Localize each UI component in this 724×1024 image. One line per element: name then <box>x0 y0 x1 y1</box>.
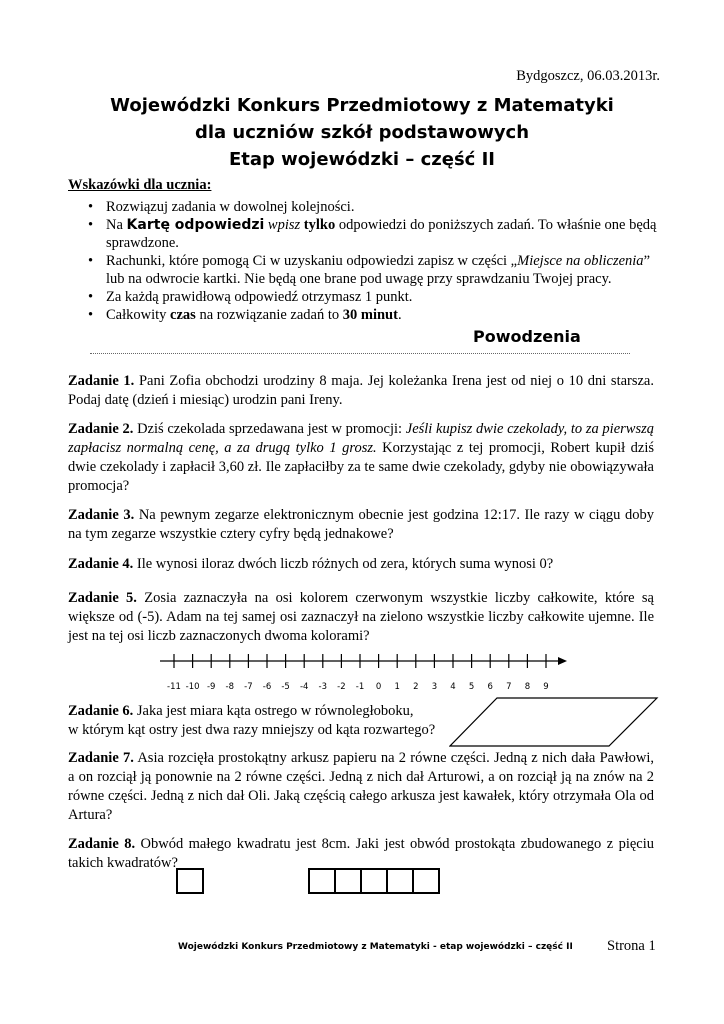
number-line-label: 1 <box>394 682 400 692</box>
hints-heading: Wskazówki dla ucznia: <box>68 177 212 193</box>
rectangle-square <box>387 869 413 893</box>
number-line <box>160 647 580 697</box>
task-8: Zadanie 8. Obwód małego kwadratu jest 8cm. Jaki jest obwód prostokąta zbudowanego z pięciu takich kwadratów? <box>68 836 655 871</box>
number-line-label: 3 <box>431 682 438 692</box>
number-line-label: 7 <box>506 682 512 692</box>
task-2: Zadanie 2. Dziś czekolada sprzedawana jest w promocji: Jeśli kupisz dwie czekolady, to za pierwszą zapłacisz normalną cenę, a za drugą tylko 1 grosz. Korzystając z tej promocji, Robert kupił dziś dwie czekolady i zapłacił 3,60 zł. Ile zapłaciłby za te same dwie czekolady, gdyby nie obowiązywała promocja? <box>68 421 654 494</box>
hint-item: • Na Kartę odpowiedzi wpisz tylko odpowiedzi do poniższych zadań. To właśnie one będą sprawdzone. <box>88 217 657 251</box>
number-line-label: 6 <box>487 682 493 692</box>
page-number: Strona 1 <box>607 938 656 954</box>
hint-item: • Rozwiązuj zadania w dowolnej kolejności. <box>88 199 355 215</box>
number-line-label: 5 <box>468 682 475 692</box>
rectangle-square <box>361 869 387 893</box>
rectangle-square <box>335 869 361 893</box>
number-line-label: 9 <box>543 682 549 692</box>
number-line-label: -3 <box>318 682 328 692</box>
dotted-divider <box>90 353 630 354</box>
task-6: Zadanie 6. Jaka jest miara kąta ostrego w równoległoboku, w którym kąt ostry jest dwa razy mniejszy od kąta rozwartego? <box>68 703 436 738</box>
number-line-label: 4 <box>450 682 456 692</box>
hints-list <box>88 198 658 324</box>
task-5: Zadanie 5. Zosia zaznaczyła na osi kolorem czerwonym wszystkie liczby całkowite, które są większe od (-5). Adam na tej samej osi zaznaczył na zielono wszystkie liczby całkowite ujemne. Ile jest na tej osi liczb zaznaczonych dwoma kolorami? <box>68 590 654 644</box>
title-line-1: Wojewódzki Konkurs Przedmiotowy z Matematyki <box>110 95 614 116</box>
small-square <box>177 869 203 893</box>
task-3: Zadanie 3. Na pewnym zegarze elektronicznym obecnie jest godzina 12:17. Ile razy w ciągu doby na tym zegarze wszystkie cztery cyfry będą jednakowe? <box>68 507 654 542</box>
number-line-label: 8 <box>524 682 531 692</box>
number-line-label: 2 <box>413 682 419 692</box>
hint-item: • Rachunki, które pomogą Ci w uzyskaniu odpowiedzi zapisz w części „Miejsce na obliczenia” lub na odwrocie kartki. Nie będą one brane pod uwagę przy sprawdzaniu Twojej pracy. <box>88 253 650 287</box>
five-squares-rectangle <box>308 868 446 896</box>
good-luck-text: Powodzenia <box>473 327 581 346</box>
bullet-icon: • <box>88 289 94 305</box>
document-date: Bydgoszcz, 06.03.2013r. <box>516 68 660 84</box>
number-line-label: -11 <box>167 682 181 692</box>
number-line-label: -5 <box>281 682 290 692</box>
rectangle-square <box>309 869 335 893</box>
task-1: Zadanie 1. Pani Zofia obchodzi urodziny 8 maja. Jej koleżanka Irena jest od niej o 10 dni starsza. Podaj datę (dzień i miesiąc) urodzin pani Ireny. <box>68 373 654 408</box>
arrow-right-icon <box>558 657 567 665</box>
footer-title: Wojewódzki Konkurs Przedmiotowy z Matematyki - etap wojewódzki – część II <box>178 942 573 952</box>
number-line-label: -8 <box>225 682 235 692</box>
task-7: Zadanie 7. Asia rozcięła prostokątny arkusz papieru na 2 równe części. Jedną z nich dała Pawłowi, a on rozciął ją ponownie na 2 równe części. Jedną z nich dał Arturowi, a on rozciął ją na znów na 2 równe części. Jedną z nich dał Oli. Jaką częścią całego arkusza jest kawałek, który otrzymała Ola od Artura? <box>68 750 654 823</box>
hint-item: • Za każdą prawidłową odpowiedź otrzymasz 1 punkt. <box>88 289 413 305</box>
hint-item: • Całkowity czas na rozwiązanie zadań to 30 minut. <box>88 307 402 323</box>
bullet-icon: • <box>88 217 94 233</box>
parallelogram-shape <box>450 698 657 746</box>
number-line-label: -7 <box>244 682 253 692</box>
number-line-label: -1 <box>355 682 365 692</box>
title-line-2: dla uczniów szkół podstawowych <box>194 122 530 143</box>
small-square-figure <box>176 868 206 896</box>
parallelogram-figure <box>449 696 659 748</box>
number-line-label: -9 <box>206 682 216 692</box>
number-line-label: -6 <box>262 682 272 692</box>
bullet-icon: • <box>88 199 94 215</box>
title-line-3: Etap wojewódzki – część II <box>228 149 495 170</box>
number-line-label: -10 <box>185 682 200 692</box>
rectangle-square <box>413 869 439 893</box>
task-4: Zadanie 4. Ile wynosi iloraz dwóch liczb różnych od zera, których suma wynosi 0? <box>68 556 554 572</box>
number-line-label: -2 <box>337 682 346 692</box>
bullet-icon: • <box>88 253 94 269</box>
number-line-label: 0 <box>375 682 382 692</box>
number-line-label: -4 <box>299 682 309 692</box>
bullet-icon: • <box>88 307 94 323</box>
